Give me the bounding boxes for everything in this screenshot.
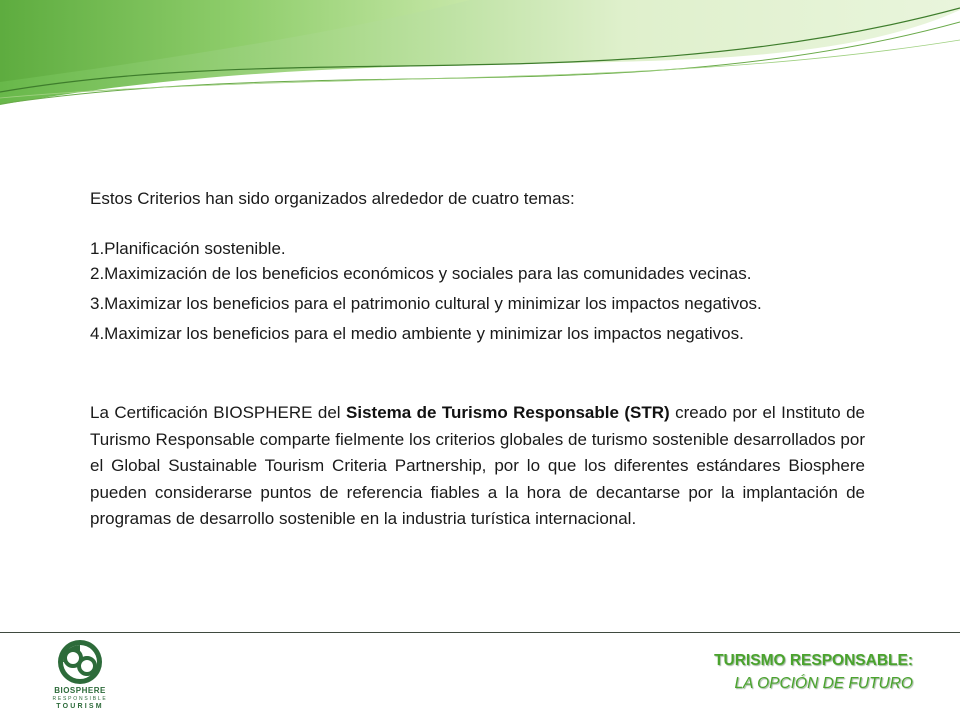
theme-item: 3.Maximizar los beneficios para el patrimonio cultural y minimizar los impactos negativos. [90, 294, 762, 313]
paragraph-lead: La Certificación BIOSPHERE del [90, 403, 347, 422]
theme-item: 4.Maximizar los beneficios para el medio ambiente y minimizar los impactos negativos. [90, 324, 744, 343]
themes-list [90, 236, 865, 351]
theme-item: 2.Maximización de los beneficios económicos y sociales para las comunidades vecinas. [90, 264, 752, 283]
logo-text-biosphere: BIOSPHERE [54, 686, 106, 695]
certification-paragraph [90, 400, 865, 533]
intro-text: Estos Criterios han sido organizados alrededor de cuatro temas: [90, 189, 575, 208]
footer-divider [0, 632, 960, 633]
theme-item: 1.Planificación sostenible. [90, 239, 286, 258]
str-bold-term: Sistema de Turismo Responsable (STR) [346, 403, 670, 422]
decorative-green-banner [0, 0, 960, 130]
logo-text-responsible: RESPONSIBLE [52, 696, 108, 702]
footer-subtitle: LA OPCIÓN DE FUTURO [734, 675, 913, 692]
logo-text-tourism: TOURISM [56, 703, 104, 710]
footer-title: TURISMO RESPONSABLE: [714, 652, 913, 669]
paragraph-rest: creado por el Instituto de Turismo Responsable comparte fielmente los criterios globales de turismo sostenible desarrollados por el Global Sustainable Tourism Criteria Partnership, por lo que los diferentes estándares Biosphere pueden considerarse puntos de referencia fiables a la hora de decantarse por la implantación de programas de desarrollo sostenible en la industria turística internacional. [90, 403, 865, 528]
